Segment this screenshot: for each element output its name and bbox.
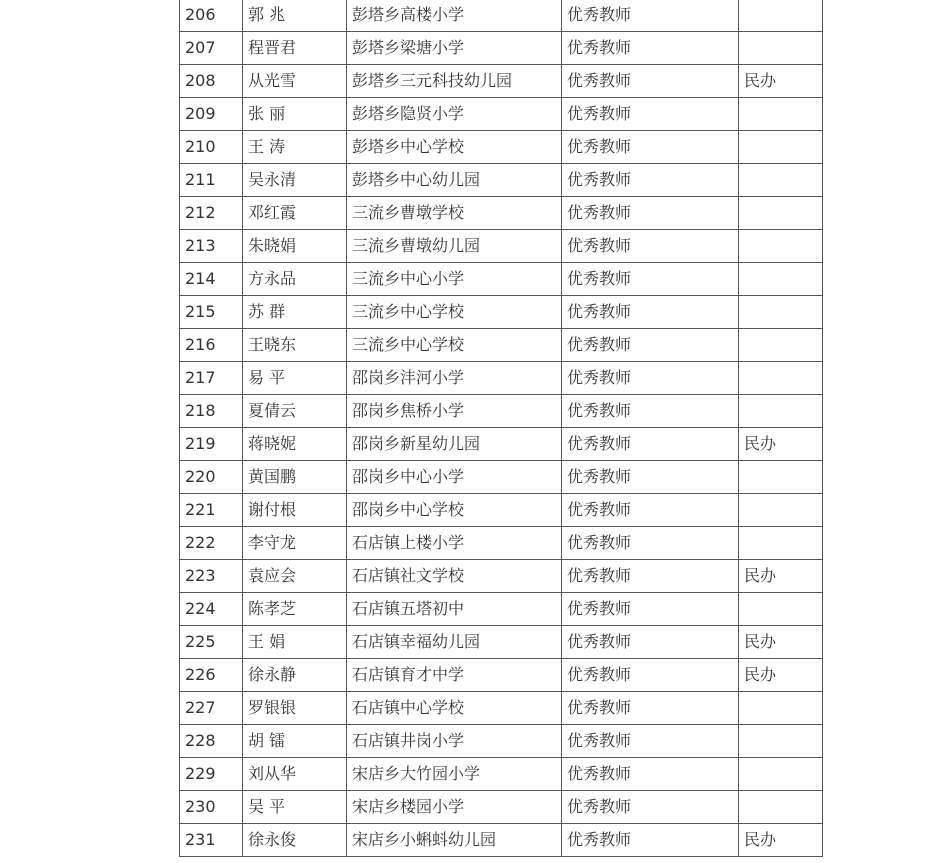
teacher-name-cell: 徐永俊 bbox=[243, 824, 347, 857]
teacher-name-cell: 张 丽 bbox=[243, 98, 347, 131]
table-row bbox=[180, 659, 823, 692]
table-row bbox=[180, 560, 823, 593]
teacher-name-cell: 黄国鹏 bbox=[243, 461, 347, 494]
row-number-cell: 218 bbox=[180, 395, 243, 428]
row-number-cell: 220 bbox=[180, 461, 243, 494]
table-row bbox=[180, 824, 823, 857]
school-name-cell: 邵岗乡焦桥小学 bbox=[347, 395, 562, 428]
table-row bbox=[180, 593, 823, 626]
school-type-note-cell: 民办 bbox=[739, 65, 823, 98]
table-row bbox=[180, 98, 823, 131]
teacher-name-cell: 罗银银 bbox=[243, 692, 347, 725]
table-row bbox=[180, 329, 823, 362]
school-name-cell: 邵岗乡中心学校 bbox=[347, 494, 562, 527]
award-title-cell: 优秀教师 bbox=[562, 461, 739, 494]
award-title-cell: 优秀教师 bbox=[562, 659, 739, 692]
school-type-note-cell bbox=[739, 98, 823, 131]
row-number-cell: 207 bbox=[180, 32, 243, 65]
teacher-list-table bbox=[179, 0, 823, 857]
award-title-cell: 优秀教师 bbox=[562, 362, 739, 395]
school-type-note-cell: 民办 bbox=[739, 824, 823, 857]
teacher-name-cell: 蒋晓妮 bbox=[243, 428, 347, 461]
school-name-cell: 宋店乡小蝌蚪幼儿园 bbox=[347, 824, 562, 857]
row-number-cell: 217 bbox=[180, 362, 243, 395]
school-type-note-cell bbox=[739, 527, 823, 560]
school-name-cell: 三流乡曹墩幼儿园 bbox=[347, 230, 562, 263]
teacher-name-cell: 苏 群 bbox=[243, 296, 347, 329]
school-name-cell: 宋店乡楼园小学 bbox=[347, 791, 562, 824]
award-title-cell: 优秀教师 bbox=[562, 395, 739, 428]
award-title-cell: 优秀教师 bbox=[562, 296, 739, 329]
award-title-cell: 优秀教师 bbox=[562, 527, 739, 560]
teacher-name-cell: 吴 平 bbox=[243, 791, 347, 824]
school-type-note-cell bbox=[739, 263, 823, 296]
row-number-cell: 210 bbox=[180, 131, 243, 164]
award-title-cell: 优秀教师 bbox=[562, 197, 739, 230]
school-type-note-cell: 民办 bbox=[739, 659, 823, 692]
row-number-cell: 228 bbox=[180, 725, 243, 758]
school-name-cell: 石店镇井岗小学 bbox=[347, 725, 562, 758]
award-title-cell: 优秀教师 bbox=[562, 263, 739, 296]
school-type-note-cell bbox=[739, 32, 823, 65]
row-number-cell: 224 bbox=[180, 593, 243, 626]
teacher-name-cell: 刘从华 bbox=[243, 758, 347, 791]
school-type-note-cell bbox=[739, 197, 823, 230]
table-row bbox=[180, 725, 823, 758]
row-number-cell: 212 bbox=[180, 197, 243, 230]
school-type-note-cell bbox=[739, 296, 823, 329]
award-title-cell: 优秀教师 bbox=[562, 0, 739, 32]
table-row bbox=[180, 65, 823, 98]
award-title-cell: 优秀教师 bbox=[562, 626, 739, 659]
award-title-cell: 优秀教师 bbox=[562, 131, 739, 164]
school-name-cell: 彭塔乡中心幼儿园 bbox=[347, 164, 562, 197]
school-name-cell: 石店镇中心学校 bbox=[347, 692, 562, 725]
teacher-name-cell: 袁应会 bbox=[243, 560, 347, 593]
table-row bbox=[180, 296, 823, 329]
school-type-note-cell: 民办 bbox=[739, 428, 823, 461]
school-type-note-cell bbox=[739, 692, 823, 725]
table-row bbox=[180, 164, 823, 197]
school-type-note-cell: 民办 bbox=[739, 560, 823, 593]
table-row bbox=[180, 263, 823, 296]
row-number-cell: 211 bbox=[180, 164, 243, 197]
table-row bbox=[180, 197, 823, 230]
row-number-cell: 225 bbox=[180, 626, 243, 659]
school-name-cell: 三流乡曹墩学校 bbox=[347, 197, 562, 230]
school-name-cell: 石店镇社文学校 bbox=[347, 560, 562, 593]
row-number-cell: 223 bbox=[180, 560, 243, 593]
row-number-cell: 209 bbox=[180, 98, 243, 131]
row-number-cell: 231 bbox=[180, 824, 243, 857]
school-type-note-cell bbox=[739, 791, 823, 824]
teacher-name-cell: 夏倩云 bbox=[243, 395, 347, 428]
school-type-note-cell: 民办 bbox=[739, 626, 823, 659]
award-title-cell: 优秀教师 bbox=[562, 758, 739, 791]
table-row bbox=[180, 527, 823, 560]
row-number-cell: 213 bbox=[180, 230, 243, 263]
teacher-name-cell: 王 涛 bbox=[243, 131, 347, 164]
table-row bbox=[180, 230, 823, 263]
school-type-note-cell bbox=[739, 461, 823, 494]
teacher-name-cell: 李守龙 bbox=[243, 527, 347, 560]
school-type-note-cell bbox=[739, 362, 823, 395]
teacher-name-cell: 吴永清 bbox=[243, 164, 347, 197]
teacher-name-cell: 王 娟 bbox=[243, 626, 347, 659]
table-row bbox=[180, 32, 823, 65]
school-name-cell: 彭塔乡梁塘小学 bbox=[347, 32, 562, 65]
teacher-name-cell: 朱晓娟 bbox=[243, 230, 347, 263]
table-row bbox=[180, 791, 823, 824]
award-title-cell: 优秀教师 bbox=[562, 494, 739, 527]
row-number-cell: 230 bbox=[180, 791, 243, 824]
teacher-name-cell: 郭 兆 bbox=[243, 0, 347, 32]
school-type-note-cell bbox=[739, 164, 823, 197]
school-name-cell: 邵岗乡沣河小学 bbox=[347, 362, 562, 395]
school-name-cell: 石店镇五塔初中 bbox=[347, 593, 562, 626]
table-row bbox=[180, 395, 823, 428]
row-number-cell: 226 bbox=[180, 659, 243, 692]
school-name-cell: 彭塔乡高楼小学 bbox=[347, 0, 562, 32]
row-number-cell: 221 bbox=[180, 494, 243, 527]
school-type-note-cell bbox=[739, 329, 823, 362]
teacher-name-cell: 徐永静 bbox=[243, 659, 347, 692]
school-name-cell: 彭塔乡三元科技幼儿园 bbox=[347, 65, 562, 98]
row-number-cell: 216 bbox=[180, 329, 243, 362]
award-title-cell: 优秀教师 bbox=[562, 593, 739, 626]
school-name-cell: 石店镇育才中学 bbox=[347, 659, 562, 692]
row-number-cell: 214 bbox=[180, 263, 243, 296]
table-row bbox=[180, 692, 823, 725]
row-number-cell: 215 bbox=[180, 296, 243, 329]
award-title-cell: 优秀教师 bbox=[562, 98, 739, 131]
teacher-name-cell: 胡 镭 bbox=[243, 725, 347, 758]
teacher-list-table-container bbox=[179, 0, 822, 857]
award-title-cell: 优秀教师 bbox=[562, 230, 739, 263]
table-row bbox=[180, 626, 823, 659]
teacher-name-cell: 王晓东 bbox=[243, 329, 347, 362]
school-name-cell: 石店镇幸福幼儿园 bbox=[347, 626, 562, 659]
school-type-note-cell bbox=[739, 131, 823, 164]
table-body bbox=[180, 0, 823, 857]
award-title-cell: 优秀教师 bbox=[562, 329, 739, 362]
school-type-note-cell bbox=[739, 0, 823, 32]
teacher-name-cell: 陈孝芝 bbox=[243, 593, 347, 626]
award-title-cell: 优秀教师 bbox=[562, 560, 739, 593]
table-row bbox=[180, 494, 823, 527]
teacher-name-cell: 易 平 bbox=[243, 362, 347, 395]
school-name-cell: 三流乡中心小学 bbox=[347, 263, 562, 296]
row-number-cell: 208 bbox=[180, 65, 243, 98]
row-number-cell: 206 bbox=[180, 0, 243, 32]
school-type-note-cell bbox=[739, 395, 823, 428]
school-name-cell: 邵岗乡新星幼儿园 bbox=[347, 428, 562, 461]
school-name-cell: 石店镇上楼小学 bbox=[347, 527, 562, 560]
award-title-cell: 优秀教师 bbox=[562, 725, 739, 758]
award-title-cell: 优秀教师 bbox=[562, 824, 739, 857]
table-row bbox=[180, 0, 823, 32]
award-title-cell: 优秀教师 bbox=[562, 164, 739, 197]
award-title-cell: 优秀教师 bbox=[562, 428, 739, 461]
school-name-cell: 彭塔乡中心学校 bbox=[347, 131, 562, 164]
table-row bbox=[180, 461, 823, 494]
table-row bbox=[180, 362, 823, 395]
table-row bbox=[180, 428, 823, 461]
teacher-name-cell: 邓红霞 bbox=[243, 197, 347, 230]
award-title-cell: 优秀教师 bbox=[562, 32, 739, 65]
school-type-note-cell bbox=[739, 230, 823, 263]
school-name-cell: 邵岗乡中心小学 bbox=[347, 461, 562, 494]
teacher-name-cell: 从光雪 bbox=[243, 65, 347, 98]
school-type-note-cell bbox=[739, 593, 823, 626]
row-number-cell: 222 bbox=[180, 527, 243, 560]
school-name-cell: 彭塔乡隐贤小学 bbox=[347, 98, 562, 131]
teacher-name-cell: 谢付根 bbox=[243, 494, 347, 527]
row-number-cell: 229 bbox=[180, 758, 243, 791]
row-number-cell: 227 bbox=[180, 692, 243, 725]
award-title-cell: 优秀教师 bbox=[562, 791, 739, 824]
table-row bbox=[180, 131, 823, 164]
table-row bbox=[180, 758, 823, 791]
teacher-name-cell: 方永品 bbox=[243, 263, 347, 296]
school-type-note-cell bbox=[739, 725, 823, 758]
award-title-cell: 优秀教师 bbox=[562, 692, 739, 725]
school-name-cell: 宋店乡大竹园小学 bbox=[347, 758, 562, 791]
school-type-note-cell bbox=[739, 494, 823, 527]
award-title-cell: 优秀教师 bbox=[562, 65, 739, 98]
school-type-note-cell bbox=[739, 758, 823, 791]
row-number-cell: 219 bbox=[180, 428, 243, 461]
school-name-cell: 三流乡中心学校 bbox=[347, 296, 562, 329]
teacher-name-cell: 程晋君 bbox=[243, 32, 347, 65]
school-name-cell: 三流乡中心学校 bbox=[347, 329, 562, 362]
